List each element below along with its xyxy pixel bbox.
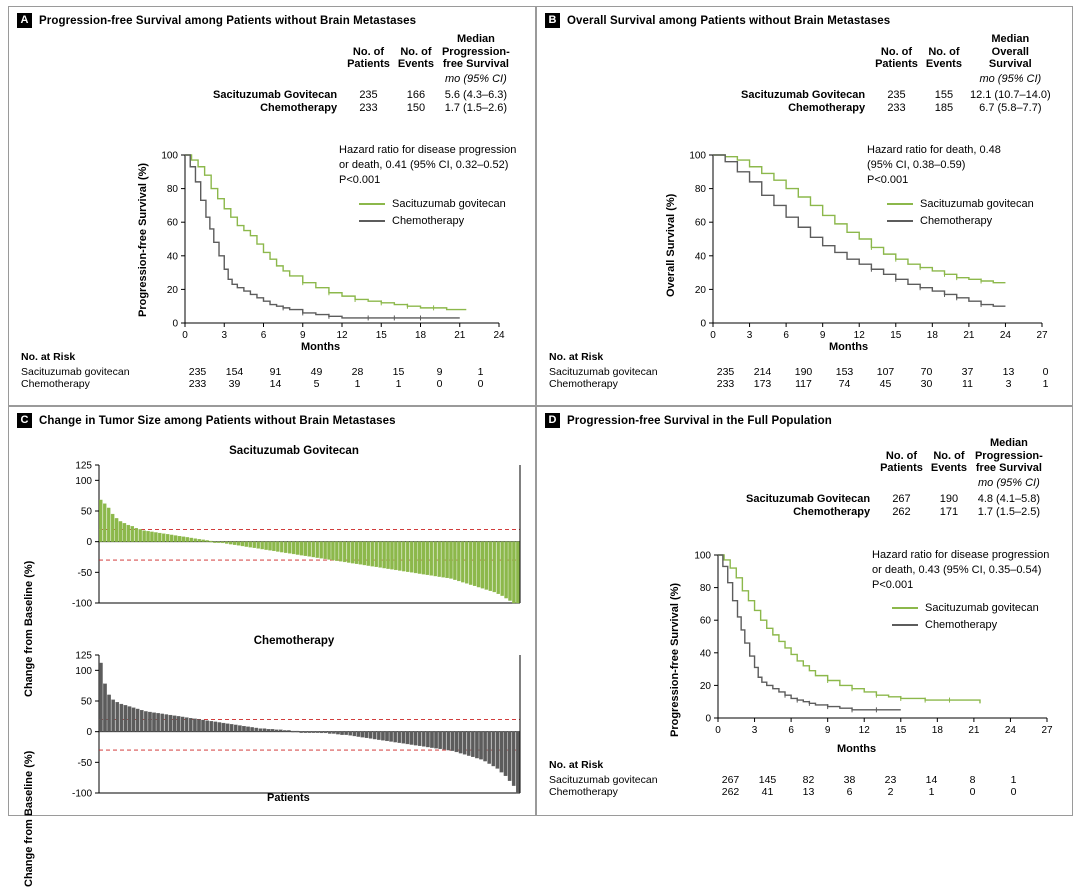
- risk-value: 233: [716, 378, 735, 390]
- svg-text:15: 15: [890, 330, 902, 341]
- hr-line: P<0.001: [872, 578, 914, 591]
- risk-value: 45: [879, 378, 892, 390]
- hdr-cell: No. of: [400, 45, 432, 58]
- svg-text:21: 21: [454, 330, 466, 341]
- svg-text:15: 15: [375, 330, 387, 341]
- hr-line: Hazard ratio for disease progression: [872, 549, 1050, 561]
- svg-text:-100: -100: [71, 788, 92, 799]
- legend-label: Chemotherapy: [925, 619, 998, 631]
- panel-d: [536, 406, 1073, 816]
- panel-c-top-plot: [61, 459, 526, 609]
- risk-value: 82: [802, 774, 815, 786]
- row-patients: 235: [359, 88, 378, 101]
- table-row: [737, 101, 1055, 114]
- risk-value: 107: [876, 366, 895, 378]
- hdr-cell: Patients: [347, 58, 390, 71]
- row-patients: 235: [887, 88, 906, 101]
- svg-text:18: 18: [414, 330, 427, 341]
- risk-value: 28: [351, 366, 364, 378]
- svg-text:24: 24: [493, 330, 505, 341]
- panel-d-risk-table: [549, 759, 1034, 798]
- risk-value: 0: [969, 786, 976, 798]
- table-row: [209, 101, 514, 114]
- risk-value: 14: [925, 774, 938, 786]
- row-events: 150: [406, 101, 426, 114]
- hdr-cell: Progression-: [441, 45, 510, 58]
- row-patients: 262: [892, 505, 911, 518]
- risk-value: 214: [753, 366, 772, 378]
- row-events: 185: [934, 101, 954, 114]
- row-median: 1.7 (1.5–2.5): [977, 505, 1041, 518]
- svg-text:9: 9: [819, 330, 826, 341]
- hdr-cell: Events: [930, 462, 967, 475]
- risk-value: 267: [721, 774, 740, 786]
- svg-text:15: 15: [895, 725, 907, 736]
- svg-text:0: 0: [86, 727, 92, 739]
- svg-text:3: 3: [751, 725, 758, 736]
- panel-b-risk-table: [549, 351, 1062, 390]
- hdr-cell: Patients: [880, 462, 923, 475]
- svg-text:0: 0: [172, 318, 178, 330]
- panel-a-risk-table: [21, 351, 501, 390]
- risk-value: 0: [436, 378, 443, 390]
- risk-value: 49: [310, 366, 323, 378]
- risk-value: 13: [1002, 366, 1015, 378]
- svg-text:100: 100: [161, 150, 178, 162]
- table-row: [737, 88, 1055, 101]
- risk-value: 2: [887, 786, 894, 798]
- panel-letter: D: [545, 413, 560, 428]
- panel-c-header: [9, 407, 535, 432]
- hr-line: P<0.001: [867, 173, 909, 186]
- hdr-cell: Overall: [991, 45, 1029, 58]
- table-header-row: [742, 437, 1047, 477]
- svg-text:0: 0: [182, 330, 188, 341]
- row-median: 5.6 (4.3–6.3): [444, 88, 508, 101]
- svg-text:9: 9: [299, 330, 306, 341]
- risk-label: Sacituzumab govitecan: [21, 366, 130, 378]
- panel-b-stats-table: [737, 33, 1055, 114]
- panel-a-header: [9, 7, 535, 32]
- table-row: [209, 88, 514, 101]
- svg-text:-50: -50: [77, 567, 92, 579]
- hr-line: or death, 0.43 (95% CI, 0.35–0.54): [872, 563, 1042, 576]
- panel-d-plot: [682, 547, 1057, 742]
- panel-b-ylabel: Overall Survival (%): [665, 193, 677, 297]
- hdr-cell: Events: [925, 58, 962, 71]
- row-events: 171: [939, 505, 959, 518]
- table-row: [742, 505, 1047, 518]
- svg-text:12: 12: [336, 330, 348, 341]
- panel-title: Progression-free Survival among Patients without Brain Metastases: [39, 14, 417, 27]
- risk-row: [549, 378, 1062, 390]
- svg-text:50: 50: [80, 696, 92, 708]
- row-events: 166: [406, 88, 426, 101]
- svg-text:80: 80: [166, 184, 178, 196]
- hdr-cell: Patients: [875, 58, 918, 71]
- panel-b-xlabel: Months: [829, 341, 869, 353]
- risk-label: Chemotherapy: [549, 786, 618, 798]
- table-header-row: [209, 33, 514, 73]
- risk-value: 9: [436, 366, 443, 378]
- svg-text:100: 100: [694, 550, 711, 562]
- panel-c-xlabel: Patients: [267, 792, 310, 804]
- units-cell: mo (95% CI): [979, 72, 1042, 85]
- risk-value: 235: [716, 366, 735, 378]
- svg-text:12: 12: [853, 330, 865, 341]
- row-events: 155: [934, 88, 954, 101]
- hdr-cell: No. of: [928, 45, 960, 58]
- hdr-cell: No. of: [933, 449, 965, 462]
- panel-c-top-ylabel: Change from Baseline (%): [23, 560, 35, 697]
- risk-label: Sacituzumab govitecan: [549, 366, 658, 378]
- risk-value: 8: [969, 774, 976, 786]
- panel-b-header: [537, 7, 1072, 32]
- panel-letter: A: [17, 13, 32, 28]
- risk-title: No. at Risk: [549, 351, 604, 363]
- svg-text:40: 40: [694, 251, 706, 263]
- risk-value: 145: [758, 774, 777, 786]
- svg-text:100: 100: [689, 150, 706, 162]
- panel-a-ylabel: Progression-free Survival (%): [137, 162, 149, 317]
- hr-line: (95% CI, 0.38–0.59): [867, 158, 966, 171]
- risk-value: 3: [1005, 378, 1012, 390]
- risk-value: 14: [269, 378, 282, 390]
- risk-title: No. at Risk: [21, 351, 76, 363]
- svg-text:100: 100: [75, 475, 92, 487]
- risk-row: [549, 786, 1034, 798]
- risk-value: 1: [477, 366, 484, 378]
- hdr-cell: Progression-: [974, 449, 1043, 462]
- svg-text:21: 21: [968, 725, 980, 736]
- table-row: [742, 492, 1047, 505]
- risk-title: No. at Risk: [549, 759, 604, 771]
- svg-text:3: 3: [221, 330, 228, 341]
- risk-value: 235: [188, 366, 207, 378]
- hr-line: P<0.001: [339, 173, 381, 186]
- risk-value: 30: [920, 378, 933, 390]
- svg-text:9: 9: [824, 725, 831, 736]
- hdr-cell: Median: [989, 437, 1028, 449]
- risk-value: 5: [313, 378, 320, 390]
- risk-value: 1: [1042, 378, 1049, 390]
- risk-label: Chemotherapy: [21, 378, 90, 390]
- legend-label: Chemotherapy: [392, 215, 465, 227]
- row-median: 4.8 (4.1–5.8): [977, 492, 1041, 505]
- risk-row: [21, 366, 501, 378]
- risk-value: 117: [795, 378, 812, 390]
- row-label: Sacituzumab Govitecan: [741, 88, 866, 101]
- svg-text:80: 80: [694, 184, 706, 196]
- panel-d-ylabel: Progression-free Survival (%): [669, 582, 681, 737]
- panel-a-stats-table: [209, 33, 514, 114]
- panel-c-bottom-title: Chemotherapy: [253, 635, 335, 647]
- svg-text:12: 12: [858, 725, 870, 736]
- svg-text:18: 18: [926, 330, 938, 341]
- panel-letter: B: [545, 13, 560, 28]
- svg-text:50: 50: [80, 506, 92, 518]
- risk-value: 190: [794, 366, 813, 378]
- svg-text:21: 21: [963, 330, 975, 341]
- svg-text:60: 60: [694, 217, 706, 229]
- risk-value: 233: [188, 378, 207, 390]
- risk-value: 11: [962, 378, 973, 390]
- panel-b-plot: [677, 147, 1052, 347]
- risk-value: 38: [843, 774, 856, 786]
- risk-value: 262: [721, 786, 740, 798]
- row-patients: 267: [892, 492, 911, 505]
- panel-a-plot: [149, 147, 509, 347]
- row-label: Chemotherapy: [793, 505, 871, 518]
- risk-value: 41: [761, 786, 774, 798]
- svg-text:0: 0: [705, 713, 711, 725]
- table-units-row: [742, 477, 1047, 492]
- risk-value: 15: [392, 366, 405, 378]
- svg-text:18: 18: [931, 725, 943, 736]
- panel-title: Progression-free Survival in the Full Population: [567, 414, 832, 427]
- risk-value: 1: [1010, 774, 1017, 786]
- risk-row: [549, 366, 1062, 378]
- panel-title: Change in Tumor Size among Patients without Brain Metastases: [39, 414, 396, 427]
- hdr-cell: free Survival: [442, 58, 509, 71]
- row-median: 1.7 (1.5–2.6): [444, 101, 508, 114]
- risk-value: 23: [884, 774, 897, 786]
- risk-value: 153: [835, 366, 854, 378]
- hdr-cell: No. of: [352, 45, 385, 58]
- panel-c-top-title: Sacituzumab Govitecan: [229, 445, 359, 457]
- legend-label: Sacituzumab govitecan: [392, 198, 506, 210]
- svg-text:60: 60: [166, 217, 178, 229]
- row-label: Chemotherapy: [260, 101, 338, 114]
- panel-a: [8, 6, 536, 406]
- panel-b: [536, 6, 1073, 406]
- units-cell: mo (95% CI): [978, 476, 1040, 489]
- svg-text:27: 27: [1036, 330, 1048, 341]
- risk-value: 70: [920, 366, 933, 378]
- panel-d-stats-table: [742, 437, 1047, 518]
- hdr-cell: Events: [397, 58, 434, 71]
- risk-value: 37: [961, 366, 974, 378]
- svg-text:27: 27: [1041, 725, 1053, 736]
- table-header-row: [737, 33, 1055, 73]
- risk-row: [21, 378, 501, 390]
- svg-text:0: 0: [710, 330, 716, 341]
- legend-label: Sacituzumab govitecan: [920, 198, 1034, 210]
- table-units-row: [209, 73, 514, 88]
- risk-label: Chemotherapy: [549, 378, 618, 390]
- svg-text:125: 125: [75, 460, 92, 472]
- row-patients: 233: [359, 101, 378, 114]
- risk-row: [549, 774, 1034, 786]
- svg-text:0: 0: [715, 725, 721, 736]
- hdr-cell: Median: [991, 33, 1030, 45]
- svg-text:6: 6: [788, 725, 794, 736]
- legend-label: Sacituzumab govitecan: [925, 602, 1039, 614]
- svg-text:-50: -50: [77, 757, 92, 769]
- svg-text:24: 24: [999, 330, 1012, 341]
- row-label: Chemotherapy: [788, 101, 866, 114]
- hdr-cell: free Survival: [975, 462, 1042, 475]
- panel-letter: C: [17, 413, 32, 428]
- panel-c-bottom-ylabel: Change from Baseline (%): [23, 750, 35, 887]
- svg-text:6: 6: [260, 330, 267, 341]
- risk-value: 0: [1010, 786, 1017, 798]
- svg-text:0: 0: [700, 318, 706, 330]
- hdr-cell: No. of: [880, 45, 913, 58]
- units-cell: mo (95% CI): [445, 72, 507, 85]
- risk-value: 1: [395, 378, 402, 390]
- row-median: 6.7 (5.8–7.7): [979, 101, 1042, 114]
- panel-c: [8, 406, 536, 887]
- row-events: 190: [939, 492, 959, 505]
- row-label: Sacituzumab Govitecan: [213, 88, 338, 101]
- panel-d-header: [537, 407, 1072, 432]
- risk-value: 39: [228, 378, 241, 390]
- risk-value: 91: [269, 366, 282, 378]
- svg-text:20: 20: [699, 680, 711, 692]
- svg-text:0: 0: [86, 537, 92, 549]
- svg-text:3: 3: [746, 330, 753, 341]
- svg-text:125: 125: [75, 650, 92, 662]
- hdr-cell: No. of: [885, 449, 918, 462]
- panel-title: Overall Survival among Patients without Brain Metastases: [567, 14, 891, 27]
- hdr-cell: Survival: [988, 58, 1032, 71]
- panel-c-bottom-plot: [61, 649, 526, 799]
- svg-text:60: 60: [699, 615, 711, 627]
- svg-text:-100: -100: [71, 598, 92, 609]
- svg-text:80: 80: [699, 583, 711, 595]
- risk-value: 0: [1042, 366, 1049, 378]
- hr-line: or death, 0.41 (95% CI, 0.32–0.52): [339, 158, 509, 171]
- svg-text:20: 20: [694, 284, 706, 296]
- legend-label: Chemotherapy: [920, 215, 993, 227]
- hdr-cell: Median: [456, 33, 495, 45]
- row-label: Sacituzumab Govitecan: [746, 492, 871, 505]
- hr-line: Hazard ratio for death, 0.48: [867, 144, 1001, 156]
- risk-value: 6: [846, 786, 853, 798]
- risk-value: 173: [753, 378, 772, 390]
- risk-value: 1: [354, 378, 361, 390]
- hr-line: Hazard ratio for disease progression: [339, 144, 517, 156]
- risk-value: 154: [225, 366, 244, 378]
- panel-a-xlabel: Months: [301, 341, 341, 353]
- svg-text:24: 24: [1004, 725, 1017, 736]
- risk-value: 0: [477, 378, 484, 390]
- svg-text:40: 40: [699, 648, 711, 660]
- row-patients: 233: [887, 101, 906, 114]
- risk-value: 13: [802, 786, 815, 798]
- panel-d-xlabel: Months: [837, 743, 877, 755]
- risk-value: 74: [838, 378, 851, 390]
- risk-value: 1: [928, 786, 935, 798]
- svg-text:20: 20: [166, 284, 178, 296]
- risk-label: Sacituzumab govitecan: [549, 774, 658, 786]
- svg-text:100: 100: [75, 665, 92, 677]
- row-median: 12.1 (10.7–14.0): [969, 88, 1051, 101]
- svg-text:6: 6: [783, 330, 789, 341]
- svg-text:40: 40: [166, 251, 178, 263]
- table-units-row: [737, 73, 1055, 88]
